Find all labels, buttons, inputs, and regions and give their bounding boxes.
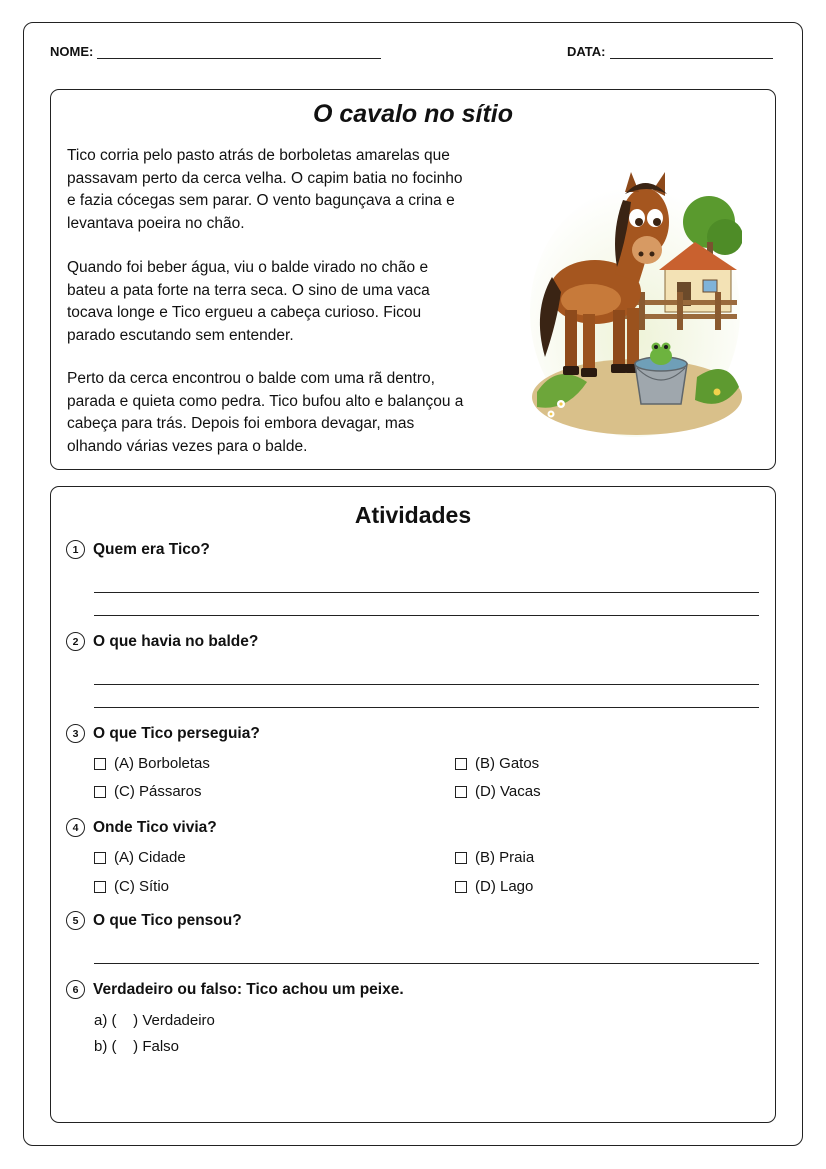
question-number: 2 [66, 632, 85, 651]
checkbox[interactable] [94, 881, 106, 893]
answer-line[interactable] [94, 615, 759, 616]
question-text: Verdadeiro ou falso: Tico achou um peixe. [93, 980, 404, 998]
date-field [567, 44, 773, 59]
checkbox[interactable] [455, 786, 467, 798]
question-text: Quem era Tico? [93, 540, 210, 558]
question-6 [66, 980, 404, 999]
question-text: O que Tico pensou? [93, 911, 242, 929]
option-b[interactable]: (B) Gatos [455, 755, 539, 772]
answer-line[interactable] [94, 963, 759, 964]
question-number: 3 [66, 724, 85, 743]
checkbox[interactable] [94, 758, 106, 770]
option-c[interactable]: (C) Pássaros [94, 783, 202, 800]
question-text: O que havia no balde? [93, 632, 259, 650]
answer-line[interactable] [94, 684, 759, 685]
name-line[interactable] [97, 57, 381, 59]
activities-title: Atividades [354, 502, 472, 528]
checkbox[interactable] [455, 758, 467, 770]
question-number: 4 [66, 818, 85, 837]
option-c[interactable]: (C) Sítio [94, 878, 169, 895]
story-paragraph-2: Quando foi beber água, viu o balde virado no chão e bateu a pata forte na terra seca. O sino de uma vaca tocava longe e Tico ergueu a cabeça curioso. Ficou parado escutando sem entender. [67, 259, 430, 344]
question-4 [66, 818, 217, 837]
true-option[interactable]: a) ( ) Verdadeiro [94, 1012, 215, 1029]
false-option[interactable]: b) ( ) Falso [94, 1038, 180, 1055]
question-text: O que Tico perseguia? [93, 724, 260, 742]
checkbox[interactable] [455, 881, 467, 893]
horse-illustration [527, 142, 742, 442]
checkbox[interactable] [455, 852, 467, 864]
option-b[interactable]: (B) Praia [455, 849, 534, 866]
checkbox[interactable] [94, 852, 106, 864]
question-number: 1 [66, 540, 85, 559]
story-paragraph-1: Tico corria pelo pasto atrás de borboletas amarelas que passavam perto da cerca velha. O capim batia no focinho e fazia cócegas sem parar. O vento bagunçava a crina e levantava poeira no chão. [67, 147, 463, 232]
checkbox[interactable] [94, 786, 106, 798]
date-line[interactable] [610, 57, 773, 59]
question-2 [66, 632, 258, 651]
answer-line[interactable] [94, 592, 759, 593]
question-3 [66, 724, 260, 743]
option-d[interactable]: (D) Vacas [455, 783, 541, 800]
name-label: NOME: [50, 44, 94, 59]
question-1 [66, 540, 210, 559]
option-a[interactable]: (A) Borboletas [94, 755, 210, 772]
question-number: 5 [66, 911, 85, 930]
story-paragraph-3: Perto da cerca encontrou o balde com uma rã dentro, parada e quieta como pedra. Tico bufou alto e balançou a cabeça para trás. Depois foi embora devagar, mas olhando várias vezes para o balde. [67, 370, 464, 455]
name-field [50, 44, 381, 59]
answer-line[interactable] [94, 707, 759, 708]
date-label: DATA: [567, 44, 606, 59]
question-5 [66, 911, 242, 930]
story-title: O cavalo no sítio [312, 100, 514, 128]
option-d[interactable]: (D) Lago [455, 878, 533, 895]
option-a[interactable]: (A) Cidade [94, 849, 186, 866]
question-number: 6 [66, 980, 85, 999]
question-text: Onde Tico vivia? [93, 818, 217, 836]
